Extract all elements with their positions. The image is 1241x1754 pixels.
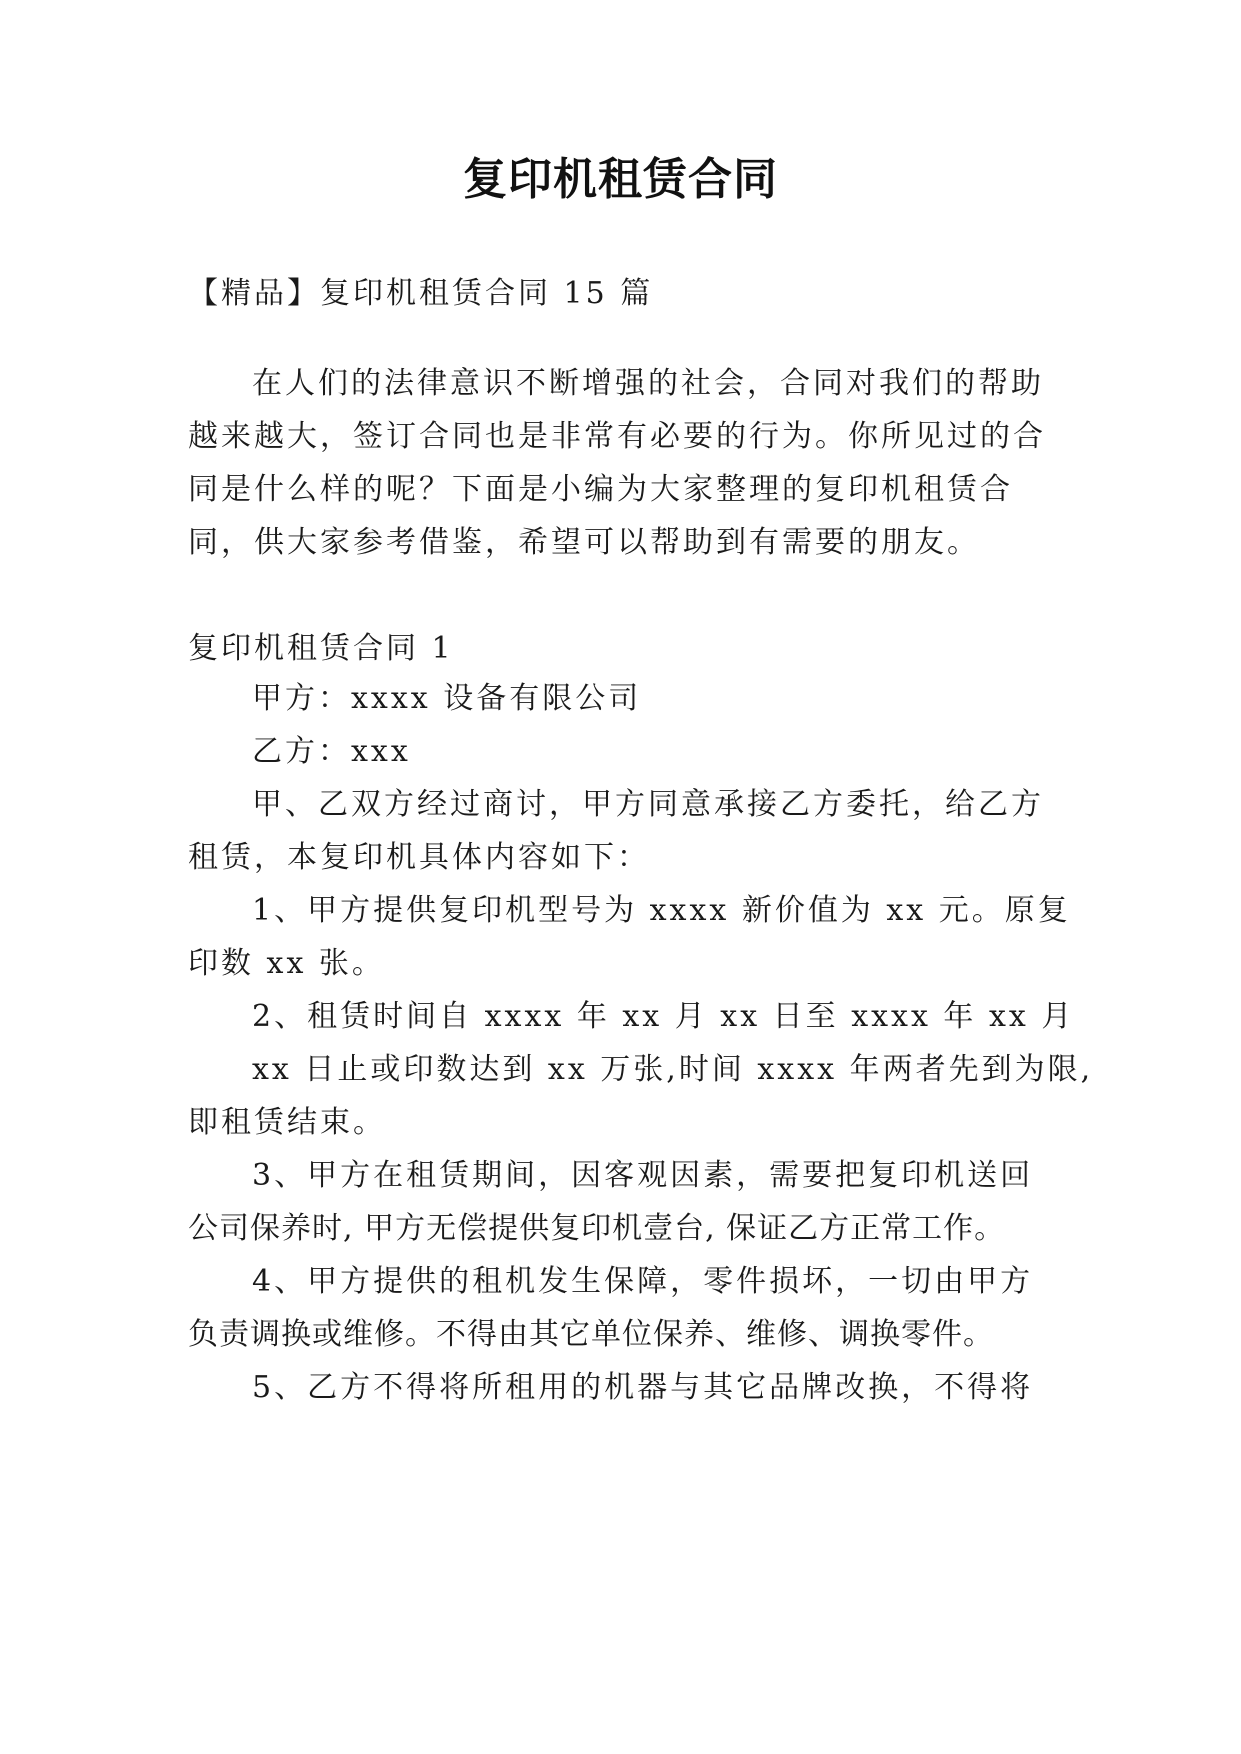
intro-line: 在人们的法律意识不断增强的社会，合同对我们的帮助 (252, 366, 1044, 401)
party-a: 甲方：xxxx 设备有限公司 (252, 681, 642, 716)
clause-3-line: 3、甲方在租赁期间，因客观因素，需要把复印机送回 (252, 1158, 1034, 1193)
section-heading: 复印机租赁合同 1 (188, 631, 454, 666)
party-b: 乙方：xxx (252, 734, 411, 769)
intro-line: 越来越大，签订合同也是非常有必要的行为。你所见过的合 (188, 419, 1046, 454)
clause-2-line: 2、租赁时间自 xxxx 年 xx 月 xx 日至 xxxx 年 xx 月 (252, 999, 1075, 1034)
clause-5-line: 5、乙方不得将所租用的机器与其它品牌改换，不得将 (252, 1370, 1034, 1405)
clause-4-line: 负责调换或维修。不得由其它单位保养、维修、调换零件。 (188, 1317, 994, 1352)
clause-3-line: 公司保养时, 甲方无偿提供复印机壹台, 保证乙方正常工作。 (188, 1211, 1006, 1246)
clause-2-line: xx 日止或印数达到 xx 万张,时间 xxxx 年两者先到为限, (252, 1052, 1094, 1087)
clause-1-line: 印数 xx 张。 (188, 946, 385, 981)
clause-4-line: 4、甲方提供的租机发生保障，零件损坏，一切由甲方 (252, 1264, 1034, 1299)
clause-2-line: 即租赁结束。 (188, 1105, 386, 1140)
intro-line: 同，供大家参考借鉴，希望可以帮助到有需要的朋友。 (188, 525, 980, 560)
document-subtitle: 【精品】复印机租赁合同 15 篇 (188, 276, 654, 311)
intro-line: 同是什么样的呢？下面是小编为大家整理的复印机租赁合 (188, 472, 1013, 507)
clause-1-line: 1、甲方提供复印机型号为 xxxx 新价值为 xx 元。原复 (252, 893, 1071, 928)
preamble-line: 租赁，本复印机具体内容如下： (188, 840, 650, 875)
document-title: 复印机租赁合同 (463, 154, 778, 205)
preamble-line: 甲、乙双方经过商讨，甲方同意承接乙方委托，给乙方 (252, 787, 1044, 822)
